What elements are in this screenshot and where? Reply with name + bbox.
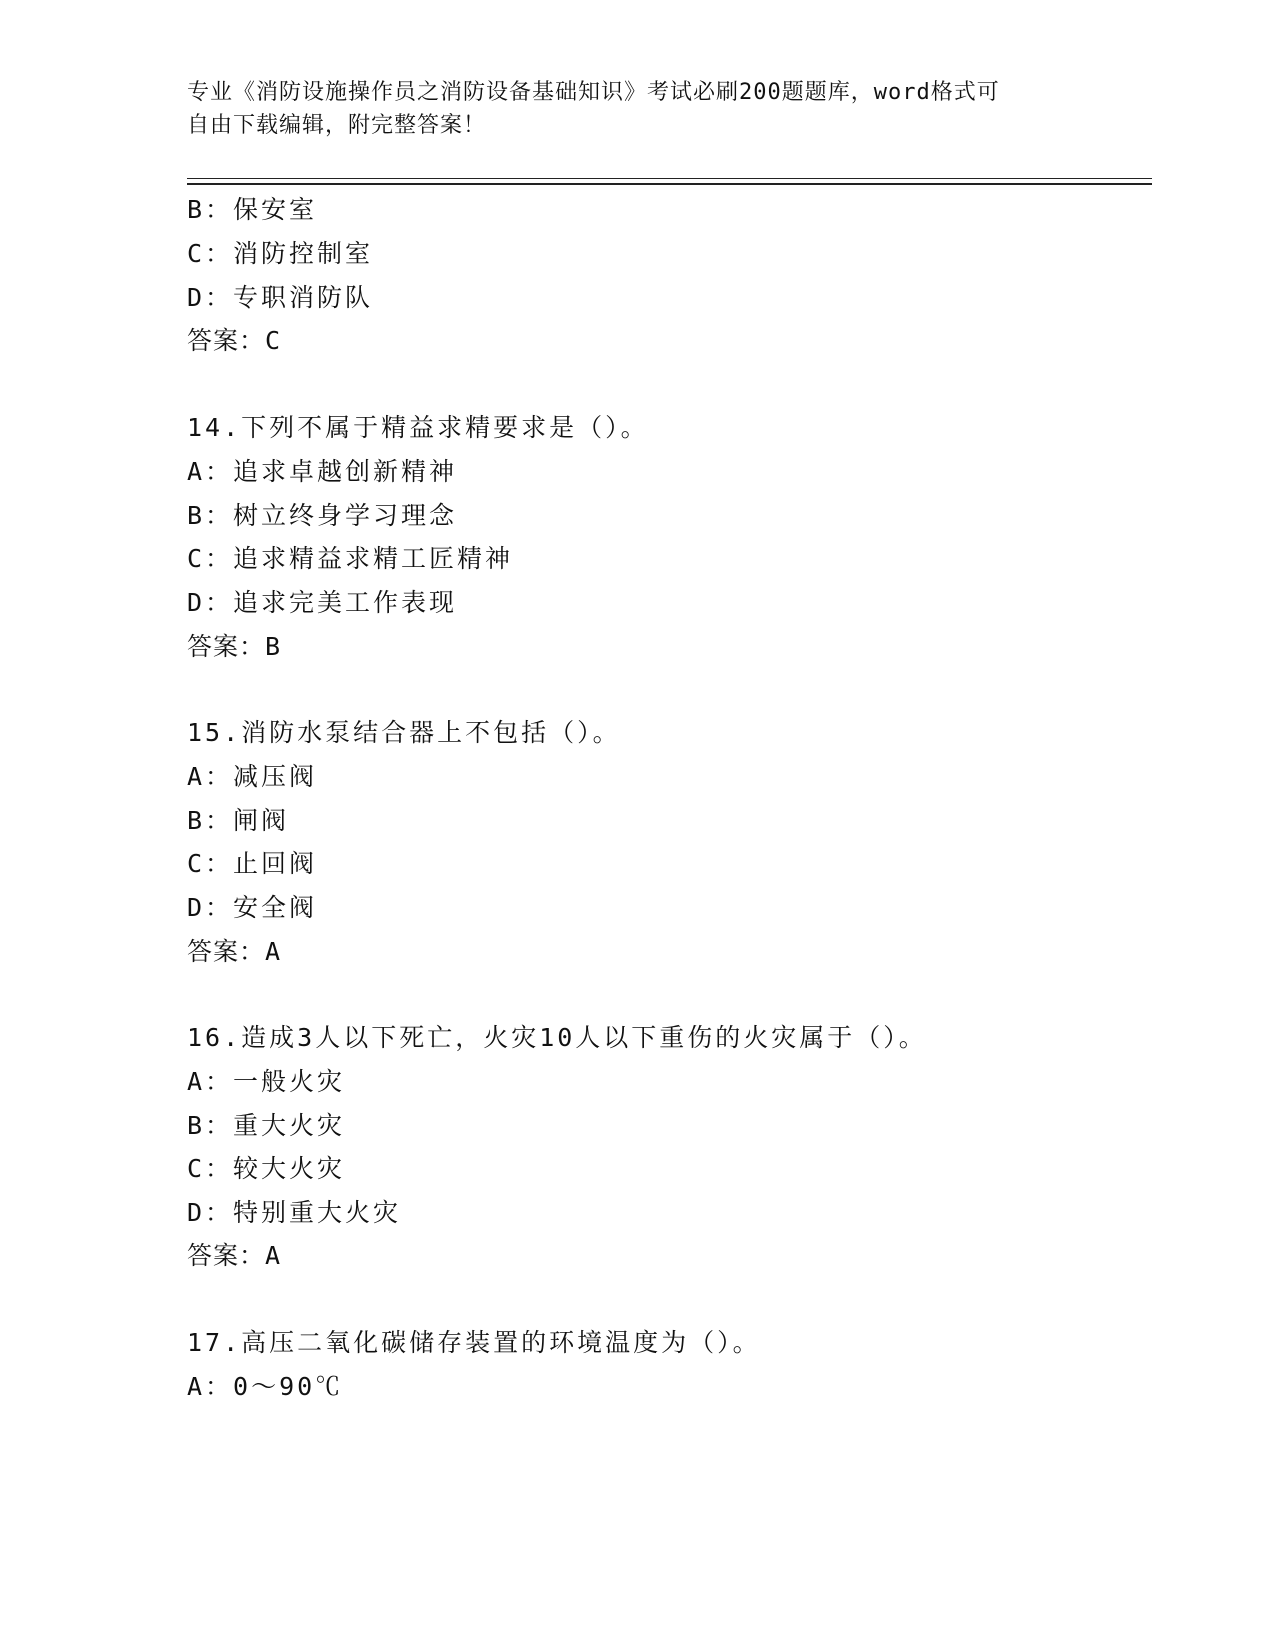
q16-option-c: C：较大火灾 [187, 1154, 346, 1183]
document-header [187, 76, 1067, 142]
q16-option-b: B：重大火灾 [187, 1111, 346, 1140]
q14-option-d: D：追求完美工作表现 [187, 588, 458, 617]
prev-answer: 答案：C [187, 326, 282, 355]
q14-answer: 答案：B [187, 632, 282, 661]
q17-stem: 17.高压二氧化碳储存装置的环境温度为（）。 [187, 1328, 761, 1357]
q16-option-a: A：一般火灾 [187, 1067, 346, 1096]
prev-option-b: B：保安室 [187, 195, 318, 224]
q15-stem: 15.消防水泵结合器上不包括（）。 [187, 718, 621, 747]
q17-option-a: A：0～90℃ [187, 1372, 344, 1401]
header-line-2: 自由下载编辑，附完整答案！ [187, 113, 487, 138]
q15-option-a: A：减压阀 [187, 762, 318, 791]
q15-option-c: C：止回阀 [187, 849, 318, 878]
q16-answer: 答案：A [187, 1241, 282, 1270]
q14-option-b: B：树立终身学习理念 [187, 501, 458, 530]
q16-option-d: D：特别重大火灾 [187, 1198, 402, 1227]
prev-option-d: D：专职消防队 [187, 283, 374, 312]
q14-stem: 14.下列不属于精益求精要求是（）。 [187, 413, 649, 442]
q16-stem: 16.造成3人以下死亡，火灾10人以下重伤的火灾属于（）。 [187, 1023, 927, 1052]
q15-option-d: D：安全阀 [187, 893, 318, 922]
header-rule-thick [187, 183, 1152, 185]
q15-answer: 答案：A [187, 937, 282, 966]
q14-option-c: C：追求精益求精工匠精神 [187, 544, 514, 573]
header-line-1: 专业《消防设施操作员之消防设备基础知识》考试必刷200题题库，word格式可 [187, 80, 1000, 105]
q14-option-a: A：追求卓越创新精神 [187, 457, 458, 486]
prev-option-c: C：消防控制室 [187, 239, 374, 268]
q15-option-b: B：闸阀 [187, 806, 290, 835]
header-rule-thin [187, 178, 1152, 179]
